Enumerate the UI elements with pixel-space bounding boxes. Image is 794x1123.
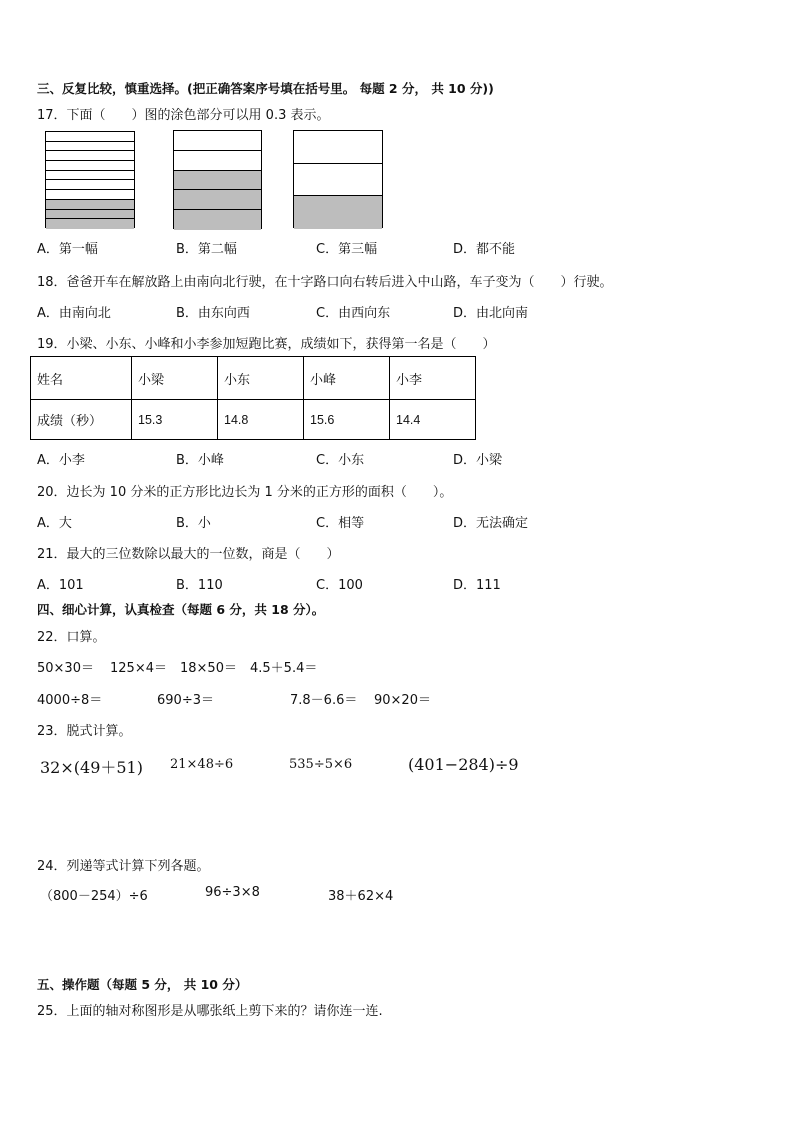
q20-option-b: B．小 <box>176 516 211 531</box>
oral-calc-item: 18×50＝ <box>180 661 237 676</box>
question-20-text: 20．边长为 10 分米的正方形比边长为 1 分米的正方形的面积（ ）。 <box>37 485 453 500</box>
oral-calc-item: 4000÷8＝ <box>37 693 103 708</box>
q20-option-c: C．相等 <box>316 516 365 531</box>
q18-option-b: B．由东向西 <box>176 306 250 321</box>
figure-1-ten-parts <box>45 131 135 228</box>
q20-option-d: D．无法确定 <box>453 516 529 531</box>
q21-option-c: C．100 <box>316 578 363 593</box>
question-22-text: 22．口算。 <box>37 630 106 645</box>
step-calc-item: (401−284)÷9 <box>408 755 519 774</box>
table-header-cell: 小峰 <box>304 357 390 400</box>
oral-calc-item: 125×4＝ <box>110 661 167 676</box>
section-4-heading: 四、细心计算，认真检查（每题 6 分，共 18 分）。 <box>37 602 325 617</box>
question-23-text: 23．脱式计算。 <box>37 724 132 739</box>
oral-calc-item: 50×30＝ <box>37 661 94 676</box>
question-19-text: 19．小梁、小东、小峰和小李参加短跑比赛，成绩如下，获得第一名是（ ） <box>37 337 496 352</box>
q18-option-c: C．由西向东 <box>316 306 391 321</box>
question-25-text: 25．上面的轴对称图形是从哪张纸上剪下来的？请你连一连. <box>37 1004 383 1019</box>
q19-option-c: C．小东 <box>316 453 365 468</box>
table-header-cell: 姓名 <box>31 357 132 400</box>
table-cell: 15.6 <box>304 400 390 440</box>
step-calc-item: 535÷5×6 <box>289 757 353 772</box>
table-cell: 14.4 <box>390 400 476 440</box>
section-5-heading: 五、操作题（每题 5 分， 共 10 分） <box>37 977 248 992</box>
score-table <box>30 356 476 440</box>
oral-calc-item: 90×20＝ <box>374 693 431 708</box>
table-header-cell: 小李 <box>390 357 476 400</box>
q19-option-d: D．小梁 <box>453 453 503 468</box>
q20-option-a: A．大 <box>37 516 72 531</box>
step-calc-item: 21×48÷6 <box>170 757 234 772</box>
score-table-header-row <box>31 357 476 400</box>
question-18-text: 18．爸爸开车在解放路上由南向北行驶，在十字路口向右转后进入中山路，车子变为（ ）行驶。 <box>37 275 613 290</box>
q17-option-b: B．第二幅 <box>176 242 237 257</box>
q17-option-d: D．都不能 <box>453 242 516 257</box>
table-header-cell: 小东 <box>218 357 304 400</box>
section-3-heading: 三、反复比较，慎重选择。(把正确答案序号填在括号里。 每题 2 分， 共 10 分)) <box>37 81 494 96</box>
q19-option-a: A．小李 <box>37 453 85 468</box>
q18-option-a: A．由南向北 <box>37 306 111 321</box>
figure-2-five-parts <box>173 130 262 229</box>
table-cell: 成绩（秒） <box>31 400 132 440</box>
table-cell: 15.3 <box>132 400 218 440</box>
step-calc-item: 32×(49＋51) <box>40 758 143 777</box>
question-24-text: 24．列递等式计算下列各题。 <box>37 859 210 874</box>
table-header-cell: 小梁 <box>132 357 218 400</box>
figure-3-three-parts <box>293 130 383 228</box>
q17-option-c: C．第三幅 <box>316 242 378 257</box>
q19-option-b: B．小峰 <box>176 453 224 468</box>
q18-option-d: D．由北向南 <box>453 306 529 321</box>
oral-calc-item: 7.8－6.6＝ <box>290 693 358 708</box>
question-21-text: 21．最大的三位数除以最大的一位数，商是（ ） <box>37 547 340 562</box>
q17-option-a: A．第一幅 <box>37 242 98 257</box>
q21-option-b: B．110 <box>176 578 223 593</box>
chain-calc-item: （800－254）÷6 <box>40 889 148 904</box>
q21-option-d: D．111 <box>453 578 501 593</box>
table-cell: 14.8 <box>218 400 304 440</box>
chain-calc-item: 38＋62×4 <box>328 889 394 904</box>
oral-calc-item: 690÷3＝ <box>157 693 214 708</box>
chain-calc-item: 96÷3×8 <box>205 885 260 900</box>
oral-calc-item: 4.5＋5.4＝ <box>250 661 318 676</box>
q21-option-a: A．101 <box>37 578 84 593</box>
question-17-text: 17．下面（ ）图的涂色部分可以用 0.3 表示。 <box>37 108 330 123</box>
score-table-row <box>31 400 476 440</box>
